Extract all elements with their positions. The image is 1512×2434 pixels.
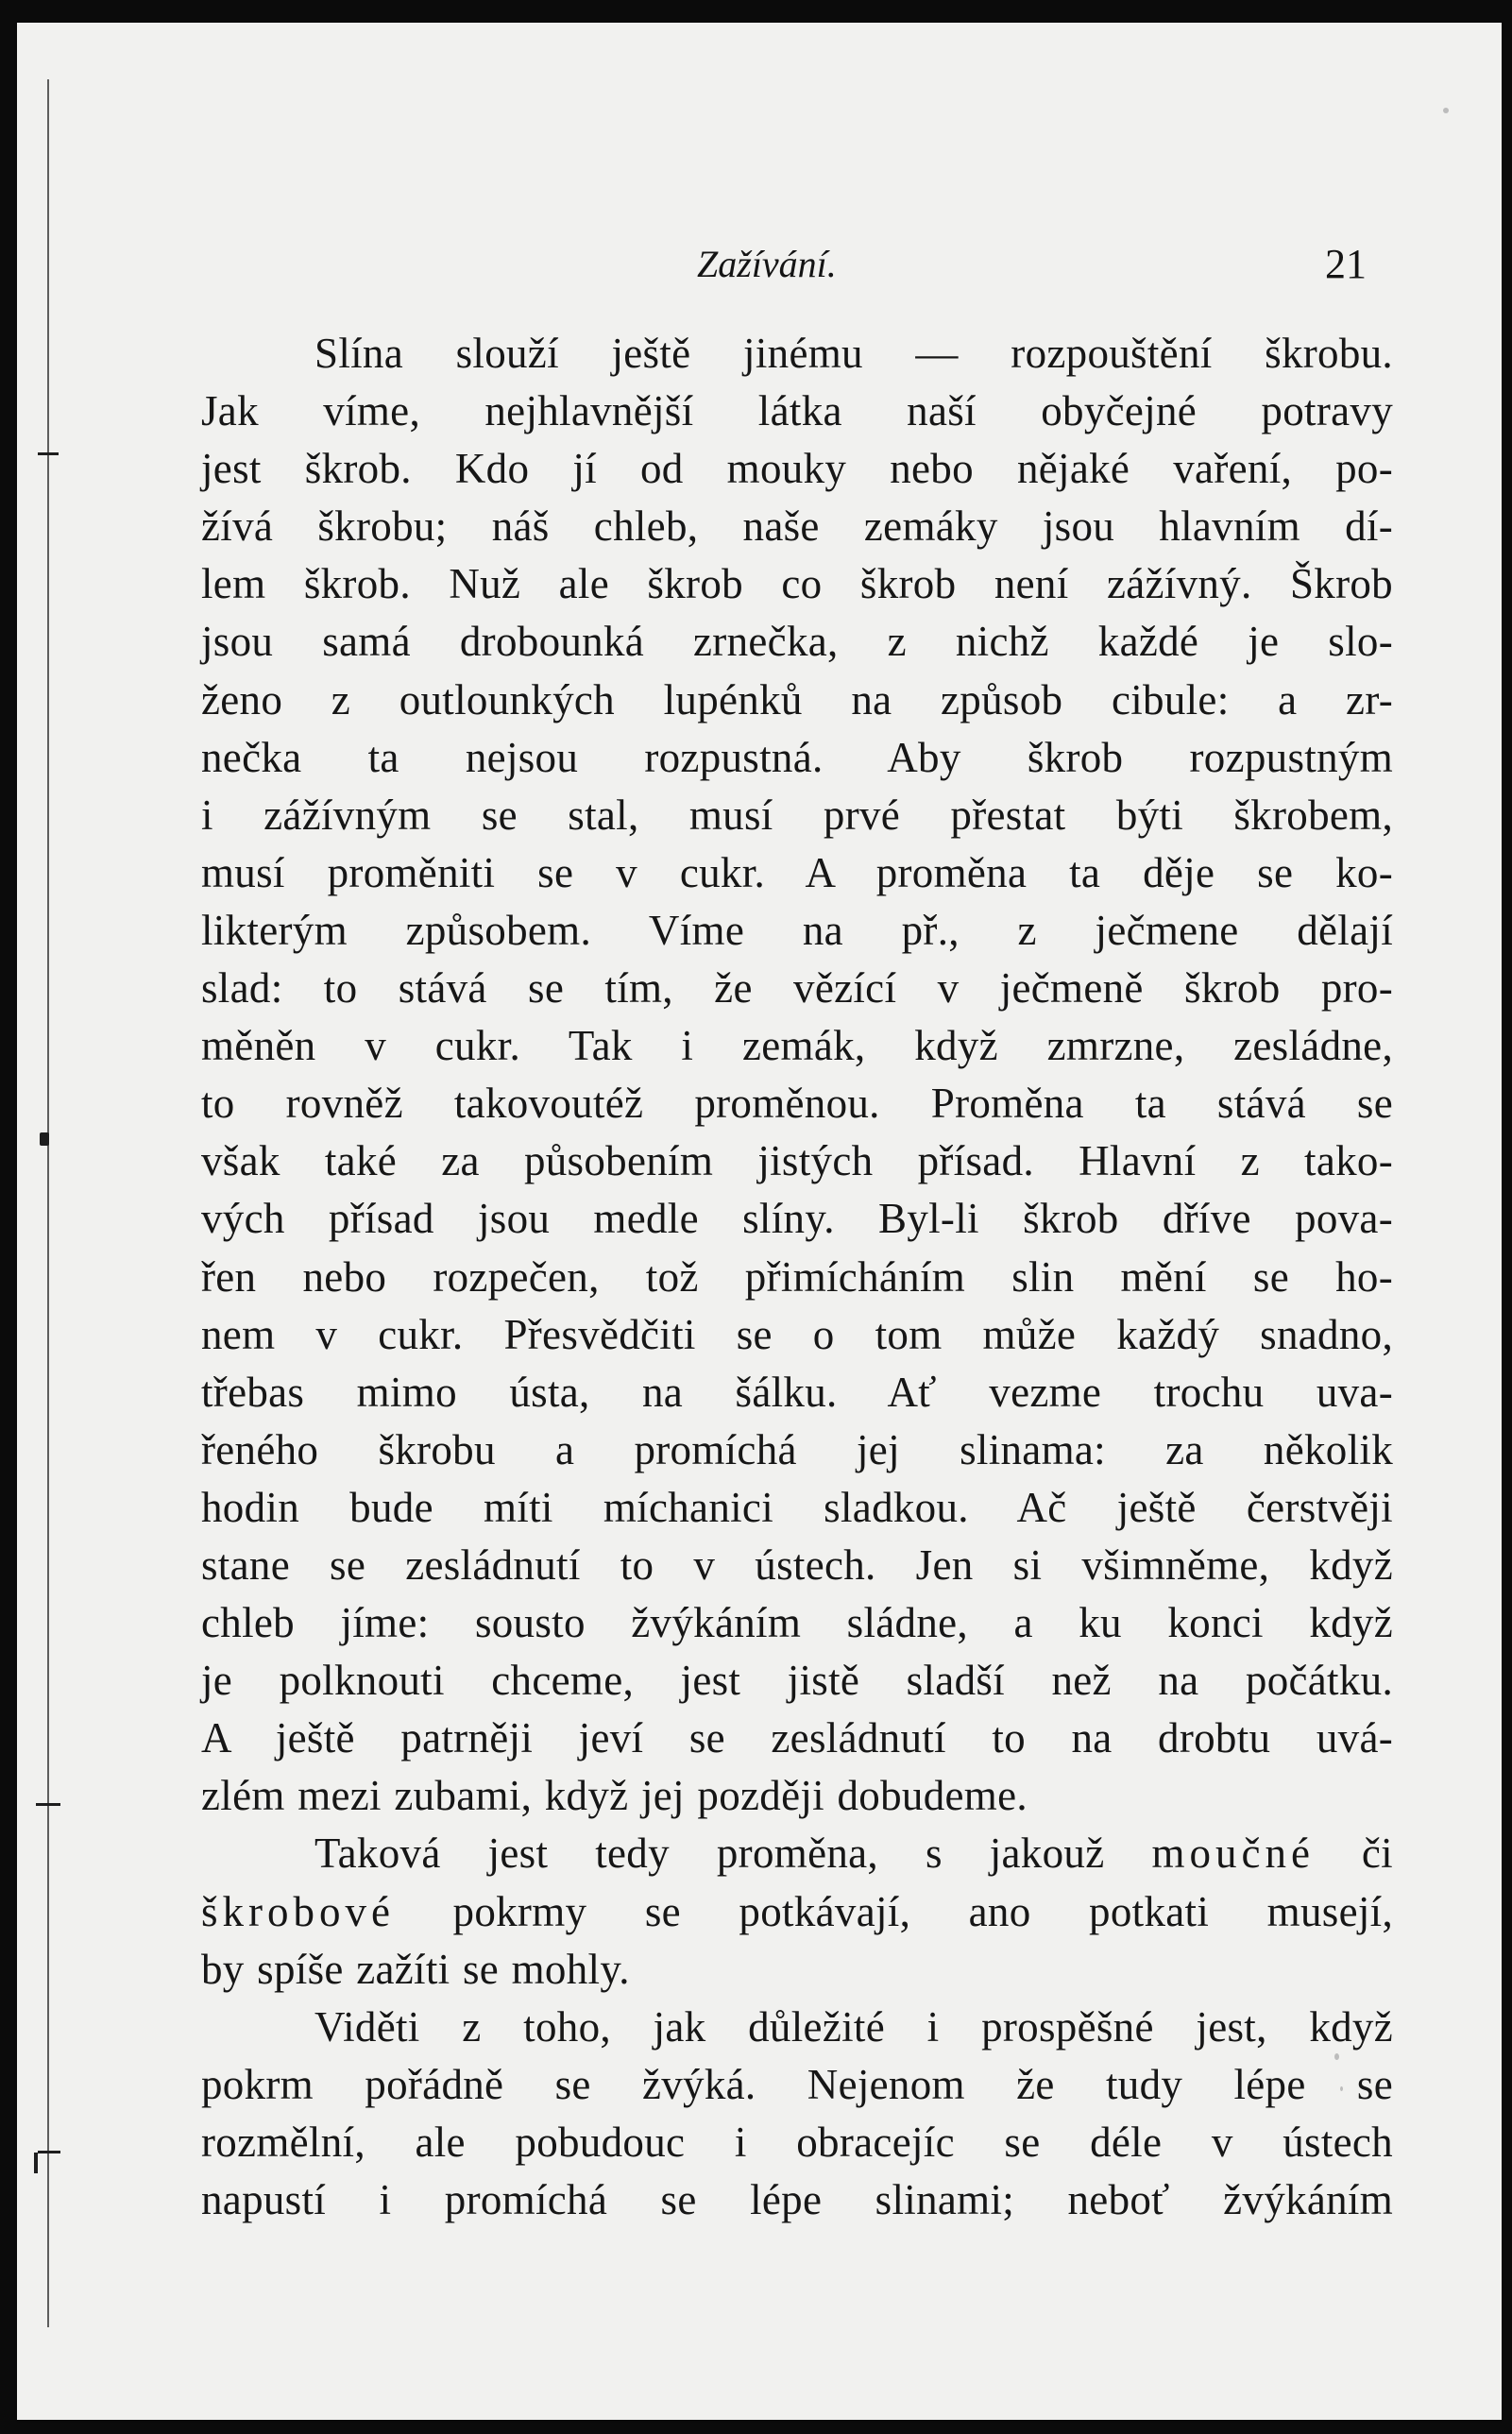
text-line: Slína slouží ještě jinému — rozpouštění škrobu. [314, 330, 1393, 377]
text-line: hodin bude míti míchanici sladkou. Ač ještě čerstvěji [201, 1483, 1393, 1531]
text-run: Taková jest tedy proměna, s jakouž [314, 1830, 1105, 1878]
text-line: jest škrob. Kdo jí od mouky nebo nějaké vaření, po- [201, 445, 1393, 493]
text-line: A ještě patrněji jeví se zesládnutí to na drobtu uvá- [201, 1714, 1393, 1762]
text-line: napustí i promíchá se lépe slinami; neboť žvýkáním [201, 2176, 1393, 2223]
text-line: pokrm pořádně se žvýká. Nejenom že tudy lépe se [201, 2060, 1393, 2108]
text-line [201, 1825, 1393, 1882]
text-line: Jak víme, nejhlavnější látka naší obyčejné potravy [201, 387, 1393, 435]
text-line: nečka ta nejsou rozpustná. Aby škrob rozpustným [201, 733, 1393, 781]
gutter-tick-mark [40, 1132, 49, 1146]
text-line: zlém mezi zubami, když jej později dobudeme. [201, 1772, 1028, 1820]
text-line: žívá škrobu; náš chleb, naše zemáky jsou hlavním dí- [201, 502, 1393, 551]
text-line: řen nebo rozpečen, tož přimícháním slin mění se ho- [201, 1252, 1393, 1301]
paper-speck [1443, 108, 1449, 113]
text-line: rozmělní, ale pobudouc i obracejíc se déle v ústech [201, 2118, 1393, 2166]
text-run: či [1361, 1830, 1393, 1878]
binding-gutter-line [47, 79, 49, 2327]
text-line: nem v cukr. Přesvědčiti se o tom může každý snadno, [201, 1310, 1393, 1358]
running-head [17, 238, 1502, 295]
text-line: chleb jíme: sousto žvýkáním sládne, a ku konci když [201, 1599, 1393, 1647]
text-line: však také za působením jistých přísad. Hlavní z tako- [201, 1137, 1393, 1185]
text-line: likterým způsobem. Víme na př., z ječmene dělají [201, 906, 1393, 954]
text-line [201, 1883, 1393, 1941]
text-line: Viděti z toho, jak důležité i prospěšné jest, když [314, 2002, 1393, 2051]
body-text [201, 325, 1393, 2229]
text-line: třebas mimo ústa, na šálku. Ať vezme trochu uva- [201, 1368, 1393, 1416]
text-line: musí proměniti se v cukr. A proměna ta děje se ko- [201, 848, 1393, 896]
running-head-title: Zažívání. [697, 243, 837, 285]
gutter-tick-mark [38, 2151, 60, 2153]
gutter-tick-mark [36, 1803, 60, 1806]
text-run: pokrmy se potkávají, ano potkati musejí, [452, 1887, 1393, 1935]
text-line: by spíše zažíti se mohly. [201, 1945, 630, 1993]
emphasized-word: škrobové [201, 1887, 395, 1935]
text-line: lem škrob. Nuž ale škrob co škrob není zážívný. Škrob [201, 560, 1393, 608]
text-line: i zážívným se stal, musí prvé přestat býti škrobem, [201, 791, 1393, 839]
gutter-tick-mark [38, 452, 59, 455]
text-line: stane se zesládnutí to v ústech. Jen si všimněme, když [201, 1540, 1393, 1589]
emphasized-word: moučné [1151, 1830, 1315, 1878]
gutter-tick-mark [34, 2153, 38, 2173]
page-number: 21 [1325, 241, 1367, 287]
text-line: ženo z outlounkých lupénků na způsob cibule: a zr- [201, 675, 1393, 723]
book-page [17, 23, 1502, 2420]
text-line: jsou samá drobounká zrnečka, z nichž každé je slo- [201, 618, 1393, 666]
text-line: řeného škrobu a promíchá jej slinama: za několik [201, 1425, 1393, 1473]
text-line: je polknouti chceme, jest jistě sladší než na počátku. [201, 1657, 1393, 1705]
text-line: vých přísad jsou medle slíny. Byl-li škrob dříve pova- [201, 1195, 1393, 1243]
text-line: měněn v cukr. Tak i zemák, když zmrzne, zesládne, [201, 1022, 1393, 1070]
text-line: slad: to stává se tím, že vězící v ječmeně škrob pro- [201, 964, 1393, 1013]
text-line: to rovněž takovoutéž proměnou. Proměna ta stává se [201, 1080, 1393, 1128]
